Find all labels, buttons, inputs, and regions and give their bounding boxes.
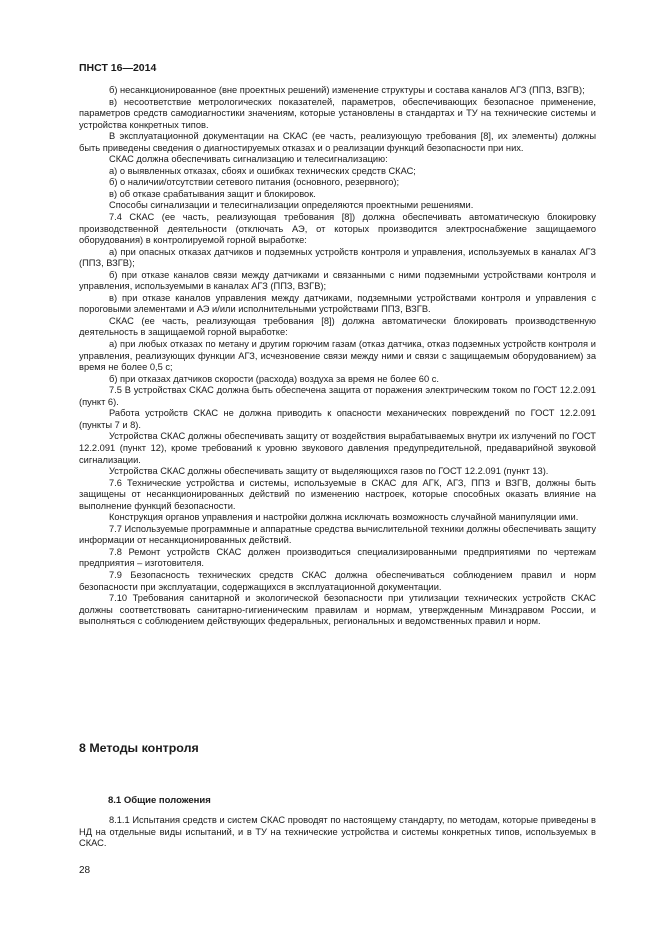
subsection-heading: 8.1 Общие положения [108,795,211,806]
paragraph: 7.9 Безопасность технических средств СКАС должна обеспечиваться соблюдением правил и норм безопасности при эксплуатации, содержащихся в эксплуатационной документации. [79,569,596,592]
paragraph: а) при любых отказах по метану и другим горючим газам (отказ датчика, отказ подземных устройств контроля и управления, реализующих функции АГЗ, исчезновение связи между ними и связи с защищаемым оборудованием) за время не более 0,5 с; [79,339,596,373]
paragraph: а) при опасных отказах датчиков и подземных устройств контроля и управления, используемых в каналах АГЗ (ППЗ, ВЗГВ); [79,246,596,269]
paragraph: в) при отказе каналов управления между датчиками, подземными устройствами контроля и управления с пороговыми элементами и АЭ и/или исполнительными устройствами ППЗ, ВЗГВ. [79,292,596,315]
paragraph: а) о выявленных отказах, сбоях и ошибках технических средств СКАС; [109,165,416,176]
paragraph: в) несоответствие метрологических показателей, параметров, обеспечивающих безопасное применение, параметров средств самодиагностики значениям, которые установлены в стандартах и ТУ на технические системы и устройства конкретных типов. [79,96,596,130]
section-text [79,815,596,850]
paragraph: 7.10 Требования санитарной и экологической безопасности при утилизации технических устройств СКАС должны соответствовать санитарно-гигиеническим правилам и нормам, утвержденным Минздравом России, и выполняться с соблюдением действующих федеральных, региональных и ведомственных правил и норм. [79,593,596,627]
paragraph: 7.5 В устройствах СКАС должна быть обеспечена защита от поражения электрическим током по ГОСТ 12.2.091 (пункт 6). [79,385,596,407]
paragraph: Устройства СКАС должны обеспечивать защиту от воздействия вырабатываемых внутри их излучений по ГОСТ 12.2.091 (пункт 12), кроме требований к уровню звукового давления предупредительной, предаварийной звуковой сигнализации. [79,431,596,465]
paragraph: 8.1.1 Испытания средств и систем СКАС проводят по настоящему стандарту, по методам, которые приведены в НД на отдельные виды испытаний, и в ТУ на технические устройства и системы конкретных типов, используемых в СКАС. [79,815,596,849]
paragraph: СКАС (ее часть, реализующая требования [8]) должна автоматически блокировать производственную деятельность в защищаемой горной выработке: [79,315,596,338]
paragraph: 7.7 Используемые программные и аппаратные средства вычислительной техники должны обеспечивать защиту информации от несанкционированных действий. [79,523,596,546]
paragraph: Устройства СКАС должны обеспечивать защиту от выделяющихся газов по ГОСТ 12.2.091 (пункт 13). [109,466,549,477]
document-header: ПНСТ 16—2014 [79,62,157,74]
body-text [79,85,596,628]
paragraph: В эксплуатационной документации на СКАС (ее часть, реализующую требования [8], их элементы) должны быть приведены сведения о диагностируемых отказах и о реализации функций безопасности при них. [79,131,596,153]
paragraph: б) о наличии/отсутствии сетевого питания (основного, резервного); [109,177,400,188]
paragraph: 7.6 Технические устройства и системы, используемые в СКАС для АГК, АГЗ, ППЗ и ВЗГВ, должны быть защищены от несанкционированных действий по изменению настроек, которые способных оказать влияние на выполнение функций безопасности. [79,477,596,511]
page-number: 28 [79,865,91,876]
paragraph: Конструкция органов управления и настройки должна исключать возможность случайной манипуляции ими. [109,512,579,523]
paragraph: СКАС должна обеспечивать сигнализацию и телесигнализацию: [109,154,388,165]
paragraph: в) об отказе срабатывания защит и блокировок. [109,188,316,199]
paragraph: б) при отказе каналов связи между датчиками и связанными с ними подземными устройствами контроля и управления, используемыми в каналах АГЗ (ППЗ, ВЗГВ); [79,269,596,292]
paragraph: Работа устройств СКАС не должна приводить к опасности механических повреждений по ГОСТ 12.2.091 (пункты 7 и 8). [79,408,596,430]
paragraph: 7.4 СКАС (ее часть, реализующая требования [8]) должна обеспечивать автоматическую блокировку производственной деятельности (отключать АЭ, от которых производится электроснабжение защищаемого оборудования) в контролируемой горной выработке: [79,212,596,246]
paragraph: б) несанкционированное (вне проектных решений) изменение структуры и состава каналов АГЗ (ППЗ, ВЗГВ); [109,85,585,95]
paragraph: 7.8 Ремонт устройств СКАС должен производиться специализированными предприятиями по чертежам предприятия – изготовителя. [79,546,596,569]
paragraph: б) при отказах датчиков скорости (расхода) воздуха за время не более 60 с. [109,373,439,384]
paragraph: Способы сигнализации и телесигнализации определяются проектными решениями. [109,200,474,211]
section-heading: 8 Методы контроля [79,741,199,755]
